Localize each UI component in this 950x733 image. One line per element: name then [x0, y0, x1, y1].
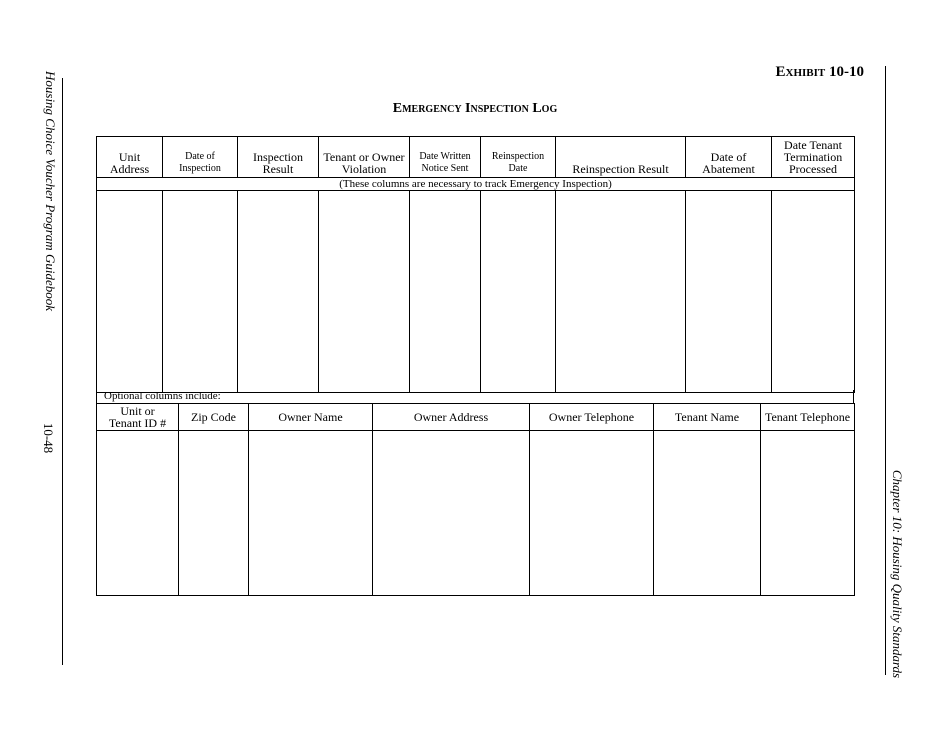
col-reinspection-result	[556, 137, 686, 178]
col-date-of-inspection	[163, 137, 238, 178]
col-date-written-notice	[410, 137, 481, 178]
col-label: Reinspection Result	[572, 162, 669, 176]
log-entry-row	[97, 191, 855, 393]
col-label: Date Tenant Termination Processed	[783, 138, 843, 176]
optional-columns-label	[96, 390, 854, 403]
col-label: Date Written Notice Sent	[419, 151, 471, 174]
log-cell[interactable]	[97, 191, 163, 393]
guidebook-title: Housing Choice Voucher Program Guidebook	[43, 71, 58, 311]
col-date-of-abatement	[686, 137, 772, 178]
col-owner-name	[249, 404, 373, 431]
log-cell[interactable]	[410, 191, 481, 393]
page-title: Emergency Inspection Log	[392, 101, 558, 116]
optional-cell[interactable]	[530, 431, 654, 596]
optional-columns-table	[96, 403, 855, 596]
col-label: Owner Address	[413, 410, 489, 424]
col-label: Tenant Telephone	[764, 410, 851, 424]
optional-cell[interactable]	[373, 431, 530, 596]
log-cell[interactable]	[772, 191, 855, 393]
col-label: Inspection Result	[253, 150, 303, 176]
optional-header-row	[97, 404, 855, 431]
col-label: Owner Telephone	[548, 410, 635, 424]
log-cell[interactable]	[481, 191, 556, 393]
col-unit-address	[97, 137, 163, 178]
log-cell[interactable]	[238, 191, 319, 393]
optional-label-text: Optional columns include:	[104, 390, 221, 402]
col-tenant-telephone	[761, 404, 855, 431]
col-tenant-owner-violation	[319, 137, 410, 178]
optional-cell[interactable]	[97, 431, 179, 596]
log-cell[interactable]	[686, 191, 772, 393]
log-cell[interactable]	[163, 191, 238, 393]
col-label: Tenant Name	[674, 410, 740, 424]
col-owner-telephone	[530, 404, 654, 431]
exhibit-label	[776, 64, 865, 81]
col-zip-code	[179, 404, 249, 431]
left-margin-rule	[62, 78, 63, 665]
emergency-inspection-log-table	[96, 136, 855, 393]
col-owner-address	[373, 404, 530, 431]
log-header-row	[97, 137, 855, 178]
log-cell[interactable]	[319, 191, 410, 393]
col-label: Date of Inspection	[179, 151, 221, 174]
col-reinspection-date	[481, 137, 556, 178]
col-inspection-result	[238, 137, 319, 178]
optional-entry-row	[97, 431, 855, 596]
optional-cell[interactable]	[761, 431, 855, 596]
col-label: Unit Address	[109, 150, 150, 176]
exhibit-number: 10-10	[829, 64, 864, 80]
page-number: 10-48	[41, 422, 56, 454]
right-margin-rule	[885, 66, 886, 675]
col-label: Unit or Tenant ID #	[108, 404, 167, 430]
log-note-row	[97, 178, 855, 191]
log-cell[interactable]	[556, 191, 686, 393]
col-label: Owner Name	[278, 410, 343, 424]
col-label: Date of Abatement	[702, 150, 755, 176]
col-label: Tenant or Owner Violation	[323, 150, 405, 176]
optional-cell[interactable]	[179, 431, 249, 596]
col-date-tenant-termination	[772, 137, 855, 178]
chapter-title: Chapter 10: Housing Quality Standards	[890, 469, 905, 679]
exhibit-word: Exhibit	[775, 64, 826, 80]
col-label: Zip Code	[191, 410, 236, 424]
col-unit-tenant-id	[97, 404, 179, 431]
col-label: Reinspection Date	[491, 151, 545, 174]
optional-cell[interactable]	[654, 431, 761, 596]
optional-cell[interactable]	[249, 431, 373, 596]
col-tenant-name	[654, 404, 761, 431]
log-note: (These columns are necessary to track Emergency Inspection)	[97, 178, 855, 191]
